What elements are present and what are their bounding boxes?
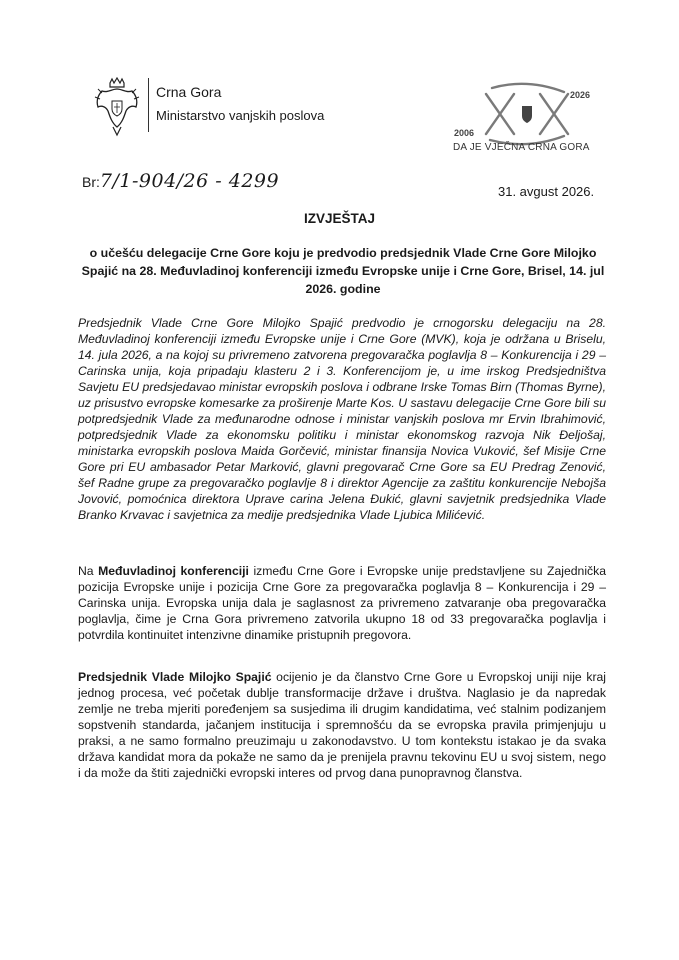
reference-prefix: Br: (82, 174, 100, 190)
p3-rest: ocijenio je da članstvo Crne Gore u Evropskoj uniji nije kraj jednog procesa, već početak dublje transformacije države i društva. Naglasio je da napredak zemlje ne treba mjeriti poređenjem sa susjedima ili drugim kandidatima, već stalnim podizanjem sopstvenih standarda, jačanjem institucija i spremnošću da se evropska pravila primjenjuju u praksi, a ne samo formalno preuzimaju u zakonodavstvo. U tom kontekstu istakao je da svaka država kandidat mora da pokaže ne samo da je prenijela pravnu tekovinu EU u svoj sistem, nego i da može da štiti zajednički evropski interes od prvog dana punopravnog članstva. (78, 670, 607, 780)
document-title: IZVJEŠTAJ (303, 211, 376, 226)
ministry-name: Ministarstvo vanjskih poslova (156, 108, 325, 123)
document-date: 31. avgust 2026. (498, 184, 595, 199)
reference-handwritten-number: 7/1-904/26 - 4299 (99, 170, 280, 192)
jubilee-year-right: 2026 (570, 90, 591, 100)
jubilee-slogan: DA JE VJEČNA CRNA GORA (453, 142, 590, 153)
country-name: Crna Gora (156, 84, 222, 100)
reference-number (82, 170, 279, 192)
p3-bold: Predsjednik Vlade Milojko Spajić (78, 670, 272, 684)
paragraph-conference (78, 563, 606, 643)
p2-lead: Na (78, 564, 94, 578)
paragraph-delegation: Predsjednik Vlade Crne Gore Milojko Spajić predvodio je crnogorsku delegaciju na 28. Međuvladinoj konferenciji između Evropske unije i Crne Gore (MVK), koja je održana u Briselu, 14. jula 2026, a na kojoj su privremeno zatvorena pregovaračka poglavlja 8 – Konkurencija i 29 – Carinska unija, koja pripadaju klasteru 2 i 3. Konferencijom je, u ime irskog Predsjedništva Savjetu EU predsjedavao ministar evropskih poslova i odbrane Irske Tomas Birn (Thomas Byrne), uz prisustvo evropske komesarke za proširenje Marte Kos. U sastavu delegacije Crne Gore bili su potpredsjednik Vlade za međunarodne odnose i ministar vanjskih poslova mr Ervin Ibrahimović, potpredsjednik Vlade za ekonomsku politiku i ministar ekonomskog razvoja Nik Đeljošaj, ministarka evropskih poslova Maida Gorčević, ministar finansija Novica Vuković, šef Misije Crne Gore pri EU ambasador Petar Marković, glavni pregovarač Crne Gore sa EU Predrag Zenović, šef Radne grupe za pregovaračko poglavlje 8 i direktor Agencije za zaštitu konkurencije Nebojša Jovović, pomoćnica direktora Uprave carina Jelena Đukić, glavni savjetnik predsjednika Vlade Branko Krvavac i savjetnica za medije predsjednika Vlade Ljubica Milićević. (78, 316, 606, 522)
p2-bold: Međuvladinoj konferenciji (98, 564, 249, 578)
document-subtitle: o učešću delegacije Crne Gore koju je predvodio predsjednik Vlade Crne Gore Milojko Spajić na 28. Međuvladinoj konferenciji između Evropske unije i Crne Gore, Brisel, 14. jul 2026. godine (81, 246, 605, 296)
header-divider (148, 78, 149, 132)
coat-of-arms-icon (92, 77, 142, 137)
p2-rest: između Crne Gore i Evropske unije predstavljene su Zajednička pozicija Evropske unije i pozicija Crne Gore za pregovaračka poglavlja 8 – Konkurencija i 29 – Carinska unija. Evropska unija dala je saglasnost za privremeno zatvaranje oba pregovaračka poglavlja, čime je Crna Gora privremeno zatvorila ukupno 18 od 33 pregovaračka poglavlja i potvrdila kontinuitet intenzivne dinamike pristupnih pregovora. (78, 564, 606, 642)
jubilee-year-left: 2006 (454, 128, 475, 138)
paragraph-prime-minister (78, 669, 606, 781)
